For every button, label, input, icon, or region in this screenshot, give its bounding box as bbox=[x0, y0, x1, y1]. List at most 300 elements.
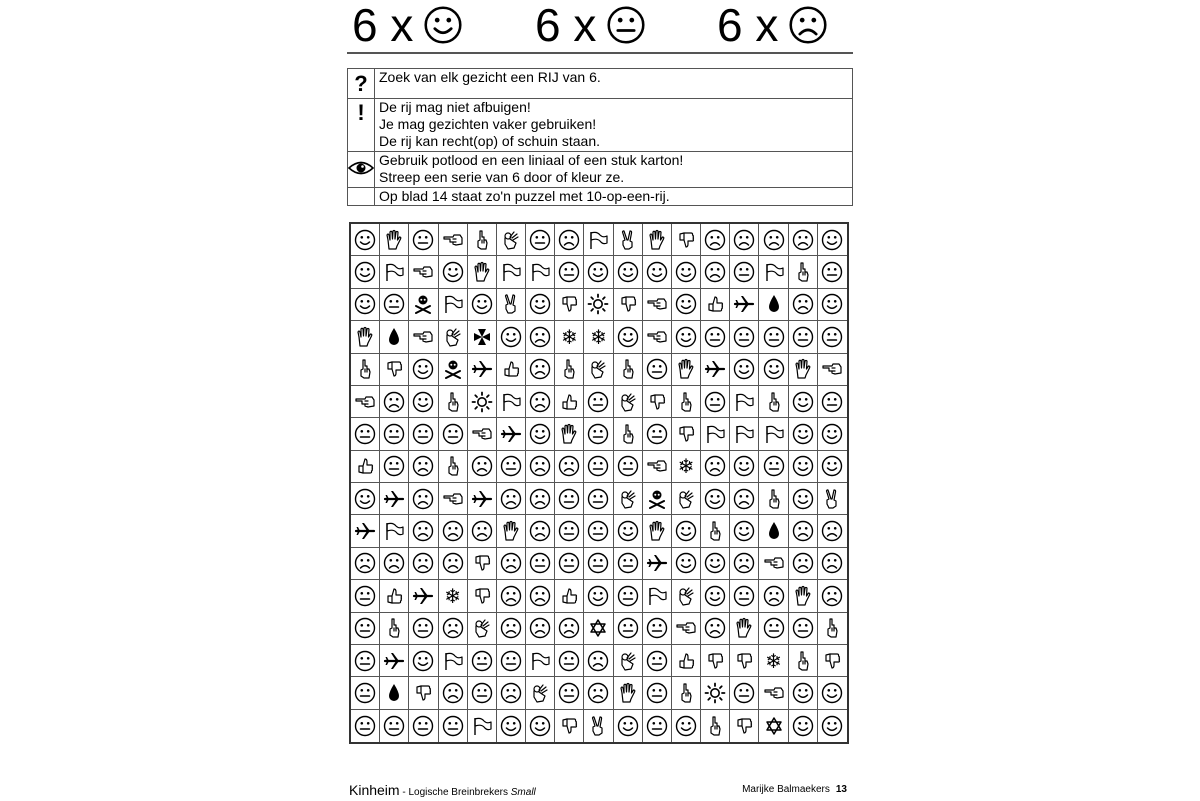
grid-cell[interactable] bbox=[380, 256, 409, 288]
grid-cell[interactable] bbox=[614, 224, 643, 256]
grid-cell[interactable] bbox=[497, 548, 526, 580]
grid-cell[interactable] bbox=[701, 613, 730, 645]
grid-cell[interactable] bbox=[497, 645, 526, 677]
grid-cell[interactable] bbox=[643, 613, 672, 645]
grid-cell[interactable] bbox=[818, 613, 847, 645]
grid-cell[interactable] bbox=[380, 386, 409, 418]
grid-cell[interactable] bbox=[409, 483, 438, 515]
grid-cell[interactable] bbox=[759, 580, 788, 612]
grid-cell[interactable] bbox=[818, 224, 847, 256]
grid-cell[interactable] bbox=[672, 580, 701, 612]
grid-cell[interactable] bbox=[730, 289, 759, 321]
grid-cell[interactable] bbox=[818, 515, 847, 547]
grid-cell[interactable] bbox=[672, 354, 701, 386]
question-icon: ? bbox=[348, 69, 375, 99]
happy-icon bbox=[675, 715, 697, 737]
grid-cell[interactable] bbox=[526, 451, 555, 483]
grid-cell[interactable] bbox=[789, 451, 818, 483]
grid-cell[interactable] bbox=[526, 289, 555, 321]
grid-cell[interactable] bbox=[380, 289, 409, 321]
grid-cell[interactable] bbox=[584, 224, 613, 256]
grid-cell[interactable] bbox=[351, 321, 380, 353]
grid-cell[interactable] bbox=[526, 645, 555, 677]
footer-author bbox=[742, 782, 847, 798]
grid-cell[interactable] bbox=[584, 645, 613, 677]
grid-cell[interactable] bbox=[789, 256, 818, 288]
grid-cell[interactable] bbox=[789, 418, 818, 450]
grid-cell[interactable] bbox=[409, 354, 438, 386]
grid-cell[interactable] bbox=[701, 289, 730, 321]
grid-cell[interactable] bbox=[468, 224, 497, 256]
grid-cell[interactable] bbox=[701, 677, 730, 709]
grid-cell[interactable] bbox=[439, 548, 468, 580]
grid-cell[interactable] bbox=[818, 677, 847, 709]
grid-cell[interactable] bbox=[730, 613, 759, 645]
grid-cell[interactable] bbox=[730, 386, 759, 418]
neutral-icon bbox=[646, 617, 668, 639]
grid-cell[interactable] bbox=[614, 515, 643, 547]
grid-cell[interactable] bbox=[759, 548, 788, 580]
grid-cell[interactable] bbox=[380, 515, 409, 547]
grid-cell[interactable] bbox=[818, 386, 847, 418]
grid-cell[interactable] bbox=[584, 677, 613, 709]
grid-cell[interactable] bbox=[555, 354, 584, 386]
grid-cell[interactable] bbox=[614, 710, 643, 742]
grid-cell[interactable] bbox=[409, 256, 438, 288]
grid-cell[interactable] bbox=[439, 289, 468, 321]
grid-cell[interactable] bbox=[526, 710, 555, 742]
neutral-icon bbox=[383, 293, 405, 315]
grid-cell[interactable] bbox=[614, 354, 643, 386]
grid-cell[interactable] bbox=[351, 710, 380, 742]
grid-cell[interactable] bbox=[730, 451, 759, 483]
grid-cell[interactable] bbox=[409, 321, 438, 353]
flag-icon bbox=[529, 650, 551, 672]
grid-cell[interactable] bbox=[439, 677, 468, 709]
grid-cell[interactable] bbox=[380, 677, 409, 709]
grid-cell[interactable] bbox=[351, 354, 380, 386]
grid-cell[interactable] bbox=[759, 483, 788, 515]
grid-cell[interactable] bbox=[555, 289, 584, 321]
grid-cell[interactable] bbox=[643, 580, 672, 612]
grid-cell[interactable] bbox=[468, 548, 497, 580]
instruction-line: De rij kan recht(op) of schuin staan. bbox=[379, 133, 600, 149]
grid-cell[interactable] bbox=[672, 321, 701, 353]
grid-cell[interactable] bbox=[759, 613, 788, 645]
sad-icon bbox=[821, 520, 843, 542]
grid-cell[interactable] bbox=[789, 645, 818, 677]
grid-cell[interactable] bbox=[789, 515, 818, 547]
flag-icon bbox=[704, 423, 726, 445]
grid-cell[interactable] bbox=[468, 613, 497, 645]
grid-cell[interactable] bbox=[439, 483, 468, 515]
grid-cell[interactable] bbox=[351, 580, 380, 612]
grid-cell[interactable] bbox=[409, 677, 438, 709]
grid-cell[interactable] bbox=[584, 548, 613, 580]
grid-cell[interactable] bbox=[789, 224, 818, 256]
grid-cell[interactable] bbox=[468, 451, 497, 483]
grid-cell[interactable] bbox=[701, 483, 730, 515]
grid-cell[interactable] bbox=[497, 451, 526, 483]
grid-cell[interactable] bbox=[730, 256, 759, 288]
grid-cell[interactable] bbox=[701, 418, 730, 450]
grid-cell[interactable] bbox=[818, 548, 847, 580]
grid-cell[interactable] bbox=[614, 580, 643, 612]
grid-cell[interactable] bbox=[614, 418, 643, 450]
grid-cell[interactable] bbox=[730, 321, 759, 353]
grid-cell[interactable] bbox=[730, 548, 759, 580]
grid-cell[interactable] bbox=[497, 710, 526, 742]
neutral-icon bbox=[471, 682, 493, 704]
grid-cell[interactable] bbox=[730, 418, 759, 450]
hand-open-icon bbox=[558, 423, 580, 445]
hand-ok-icon bbox=[500, 229, 522, 251]
grid-cell[interactable] bbox=[759, 289, 788, 321]
grid-cell[interactable] bbox=[672, 483, 701, 515]
grid-cell[interactable] bbox=[789, 289, 818, 321]
grid-cell[interactable] bbox=[701, 451, 730, 483]
grid-cell[interactable] bbox=[526, 548, 555, 580]
grid-cell[interactable] bbox=[468, 321, 497, 353]
grid-cell[interactable] bbox=[555, 613, 584, 645]
grid-cell[interactable] bbox=[789, 548, 818, 580]
grid-cell[interactable] bbox=[643, 354, 672, 386]
grid-cell[interactable] bbox=[468, 418, 497, 450]
grid-cell[interactable] bbox=[409, 289, 438, 321]
grid-cell[interactable] bbox=[380, 613, 409, 645]
grid-cell[interactable] bbox=[497, 515, 526, 547]
grid-cell[interactable] bbox=[351, 483, 380, 515]
grid-cell[interactable] bbox=[439, 645, 468, 677]
grid-cell[interactable] bbox=[701, 224, 730, 256]
grid-cell[interactable] bbox=[555, 451, 584, 483]
grid-cell[interactable] bbox=[555, 224, 584, 256]
grid-cell[interactable] bbox=[526, 613, 555, 645]
grid-cell[interactable] bbox=[409, 515, 438, 547]
grid-cell[interactable] bbox=[789, 613, 818, 645]
grid-cell[interactable] bbox=[468, 677, 497, 709]
grid-cell[interactable] bbox=[759, 256, 788, 288]
grid-cell[interactable] bbox=[526, 224, 555, 256]
grid-cell[interactable] bbox=[818, 289, 847, 321]
grid-cell[interactable] bbox=[409, 386, 438, 418]
grid-cell[interactable] bbox=[701, 256, 730, 288]
grid-cell[interactable] bbox=[789, 483, 818, 515]
grid-cell[interactable] bbox=[468, 515, 497, 547]
grid-cell[interactable] bbox=[439, 354, 468, 386]
grid-cell[interactable] bbox=[730, 645, 759, 677]
grid-cell[interactable] bbox=[526, 677, 555, 709]
grid-cell[interactable] bbox=[584, 515, 613, 547]
grid-cell[interactable] bbox=[584, 580, 613, 612]
grid-cell[interactable] bbox=[701, 354, 730, 386]
point-up-icon bbox=[675, 391, 697, 413]
grid-cell[interactable] bbox=[730, 677, 759, 709]
grid-cell[interactable] bbox=[614, 321, 643, 353]
grid-cell[interactable] bbox=[614, 645, 643, 677]
grid-cell[interactable] bbox=[409, 710, 438, 742]
grid-cell[interactable] bbox=[351, 451, 380, 483]
grid-cell[interactable] bbox=[789, 321, 818, 353]
grid-cell[interactable] bbox=[818, 710, 847, 742]
grid-cell[interactable] bbox=[701, 321, 730, 353]
grid-cell[interactable] bbox=[672, 224, 701, 256]
grid-cell[interactable] bbox=[526, 321, 555, 353]
grid-cell[interactable] bbox=[439, 710, 468, 742]
grid-cell[interactable] bbox=[380, 321, 409, 353]
grid-cell[interactable] bbox=[555, 677, 584, 709]
grid-cell[interactable] bbox=[584, 613, 613, 645]
grid-cell[interactable] bbox=[351, 677, 380, 709]
instruction-line: De rij mag niet afbuigen! bbox=[379, 99, 531, 115]
grid-cell[interactable] bbox=[701, 580, 730, 612]
grid-cell[interactable] bbox=[730, 483, 759, 515]
grid-cell[interactable] bbox=[439, 418, 468, 450]
grid-cell[interactable] bbox=[526, 354, 555, 386]
grid-cell[interactable] bbox=[380, 710, 409, 742]
grid-cell[interactable] bbox=[584, 321, 613, 353]
grid-cell[interactable] bbox=[526, 580, 555, 612]
happy-icon bbox=[675, 293, 697, 315]
grid-cell[interactable] bbox=[439, 515, 468, 547]
grid-cell[interactable] bbox=[409, 418, 438, 450]
grid-cell[interactable] bbox=[468, 289, 497, 321]
grid-cell[interactable] bbox=[439, 321, 468, 353]
grid-cell[interactable] bbox=[730, 354, 759, 386]
grid-cell[interactable] bbox=[409, 580, 438, 612]
grid-cell[interactable] bbox=[701, 386, 730, 418]
grid-cell[interactable] bbox=[555, 418, 584, 450]
grid-cell[interactable] bbox=[701, 548, 730, 580]
hand-open-icon bbox=[617, 682, 639, 704]
grid-cell[interactable] bbox=[439, 224, 468, 256]
grid-cell[interactable] bbox=[380, 354, 409, 386]
grid-cell[interactable] bbox=[818, 580, 847, 612]
grid-cell[interactable] bbox=[468, 256, 497, 288]
grid-cell[interactable] bbox=[643, 451, 672, 483]
grid-cell[interactable] bbox=[818, 645, 847, 677]
grid-cell[interactable] bbox=[789, 354, 818, 386]
grid-cell[interactable] bbox=[643, 645, 672, 677]
grid-cell[interactable] bbox=[730, 580, 759, 612]
grid-cell[interactable] bbox=[497, 289, 526, 321]
grid-cell[interactable] bbox=[409, 613, 438, 645]
grid-cell[interactable] bbox=[351, 613, 380, 645]
grid-cell[interactable] bbox=[497, 321, 526, 353]
grid-cell[interactable] bbox=[584, 483, 613, 515]
grid-cell[interactable] bbox=[497, 483, 526, 515]
grid-cell[interactable] bbox=[409, 224, 438, 256]
grid-cell[interactable] bbox=[730, 224, 759, 256]
grid-cell[interactable] bbox=[584, 710, 613, 742]
grid-cell[interactable] bbox=[526, 515, 555, 547]
grid-cell[interactable] bbox=[439, 386, 468, 418]
grid-cell[interactable] bbox=[468, 580, 497, 612]
grid-cell[interactable] bbox=[818, 418, 847, 450]
grid-cell[interactable] bbox=[584, 418, 613, 450]
grid-cell[interactable] bbox=[643, 515, 672, 547]
grid-cell[interactable] bbox=[555, 256, 584, 288]
grid-cell[interactable] bbox=[614, 256, 643, 288]
grid-cell[interactable] bbox=[555, 710, 584, 742]
grid-cell[interactable] bbox=[614, 289, 643, 321]
grid-cell[interactable] bbox=[497, 677, 526, 709]
grid-cell[interactable] bbox=[789, 386, 818, 418]
grid-cell[interactable] bbox=[380, 580, 409, 612]
grid-cell[interactable] bbox=[643, 483, 672, 515]
grid-cell[interactable] bbox=[351, 256, 380, 288]
sad-icon bbox=[529, 488, 551, 510]
grid-cell[interactable] bbox=[614, 548, 643, 580]
grid-cell[interactable] bbox=[672, 418, 701, 450]
grid-cell[interactable] bbox=[584, 354, 613, 386]
grid-cell[interactable] bbox=[643, 224, 672, 256]
grid-cell[interactable] bbox=[614, 613, 643, 645]
grid-cell[interactable] bbox=[759, 710, 788, 742]
grid-cell[interactable] bbox=[759, 386, 788, 418]
grid-cell[interactable] bbox=[643, 289, 672, 321]
grid-cell[interactable] bbox=[409, 548, 438, 580]
grid-cell[interactable] bbox=[555, 386, 584, 418]
grid-cell[interactable] bbox=[380, 645, 409, 677]
grid-cell[interactable] bbox=[701, 645, 730, 677]
grid-cell[interactable] bbox=[555, 548, 584, 580]
grid-cell[interactable] bbox=[380, 548, 409, 580]
grid-cell[interactable] bbox=[555, 483, 584, 515]
grid-cell[interactable] bbox=[643, 256, 672, 288]
grid-cell[interactable] bbox=[351, 418, 380, 450]
grid-cell[interactable] bbox=[759, 451, 788, 483]
grid-cell[interactable] bbox=[643, 321, 672, 353]
grid-cell[interactable] bbox=[643, 677, 672, 709]
grid-cell[interactable] bbox=[789, 710, 818, 742]
grid-cell[interactable] bbox=[789, 580, 818, 612]
grid-cell[interactable] bbox=[643, 710, 672, 742]
grid-cell[interactable] bbox=[643, 418, 672, 450]
grid-cell[interactable] bbox=[759, 354, 788, 386]
grid-cell[interactable] bbox=[497, 613, 526, 645]
thumb-up-icon bbox=[558, 391, 580, 413]
grid-cell[interactable] bbox=[759, 677, 788, 709]
grid-cell[interactable] bbox=[672, 613, 701, 645]
grid-cell[interactable] bbox=[730, 515, 759, 547]
grid-cell[interactable] bbox=[439, 613, 468, 645]
neutral-icon bbox=[646, 715, 668, 737]
grid-cell[interactable] bbox=[380, 483, 409, 515]
grid-cell[interactable] bbox=[526, 418, 555, 450]
grid-cell[interactable] bbox=[643, 386, 672, 418]
grid-cell[interactable] bbox=[818, 354, 847, 386]
grid-cell[interactable] bbox=[351, 224, 380, 256]
grid-cell[interactable] bbox=[672, 451, 701, 483]
grid-cell[interactable] bbox=[730, 710, 759, 742]
grid-cell[interactable] bbox=[468, 710, 497, 742]
grid-cell[interactable] bbox=[614, 386, 643, 418]
grid-cell[interactable] bbox=[439, 580, 468, 612]
grid-cell[interactable] bbox=[643, 548, 672, 580]
grid-cell[interactable] bbox=[818, 451, 847, 483]
grid-cell[interactable] bbox=[584, 256, 613, 288]
grid-cell[interactable] bbox=[789, 677, 818, 709]
grid-cell[interactable] bbox=[672, 515, 701, 547]
grid-cell[interactable] bbox=[468, 483, 497, 515]
grid-cell[interactable] bbox=[468, 386, 497, 418]
grid-cell[interactable] bbox=[497, 386, 526, 418]
grid-cell[interactable] bbox=[526, 256, 555, 288]
grid-cell[interactable] bbox=[614, 483, 643, 515]
grid-cell[interactable] bbox=[759, 645, 788, 677]
grid-cell[interactable] bbox=[672, 386, 701, 418]
grid-cell[interactable] bbox=[351, 289, 380, 321]
grid-cell[interactable] bbox=[555, 515, 584, 547]
grid-cell[interactable] bbox=[584, 386, 613, 418]
grid-cell[interactable] bbox=[497, 418, 526, 450]
grid-cell[interactable] bbox=[409, 451, 438, 483]
grid-cell[interactable] bbox=[672, 677, 701, 709]
grid-cell[interactable] bbox=[672, 548, 701, 580]
sad-face-icon bbox=[788, 5, 828, 45]
sad-icon bbox=[442, 682, 464, 704]
thumb-down-icon bbox=[412, 682, 434, 704]
grid-cell[interactable] bbox=[555, 321, 584, 353]
grid-cell[interactable] bbox=[672, 256, 701, 288]
grid-cell[interactable] bbox=[614, 451, 643, 483]
grid-cell[interactable] bbox=[351, 515, 380, 547]
grid-cell[interactable] bbox=[672, 289, 701, 321]
grid-cell[interactable] bbox=[497, 256, 526, 288]
grid-cell[interactable] bbox=[759, 224, 788, 256]
grid-cell[interactable] bbox=[409, 645, 438, 677]
grid-cell[interactable] bbox=[380, 418, 409, 450]
grid-cell[interactable] bbox=[439, 451, 468, 483]
grid-cell[interactable] bbox=[468, 354, 497, 386]
grid-cell[interactable] bbox=[526, 386, 555, 418]
grid-cell[interactable] bbox=[497, 580, 526, 612]
flag-icon bbox=[500, 261, 522, 283]
grid-cell[interactable] bbox=[351, 645, 380, 677]
grid-cell[interactable] bbox=[818, 321, 847, 353]
grid-cell[interactable] bbox=[614, 677, 643, 709]
grid-cell[interactable] bbox=[380, 451, 409, 483]
grid-cell[interactable] bbox=[701, 515, 730, 547]
grid-cell[interactable] bbox=[439, 256, 468, 288]
hand-open-icon bbox=[383, 229, 405, 251]
grid-cell[interactable] bbox=[497, 354, 526, 386]
grid-cell[interactable] bbox=[555, 645, 584, 677]
grid-cell[interactable] bbox=[759, 418, 788, 450]
grid-cell[interactable] bbox=[468, 645, 497, 677]
grid-cell[interactable] bbox=[351, 386, 380, 418]
grid-cell[interactable] bbox=[818, 256, 847, 288]
neutral-icon bbox=[558, 261, 580, 283]
grid-cell[interactable] bbox=[584, 289, 613, 321]
grid-cell[interactable] bbox=[351, 548, 380, 580]
grid-cell[interactable] bbox=[584, 451, 613, 483]
grid-cell[interactable] bbox=[380, 224, 409, 256]
grid-cell[interactable] bbox=[497, 224, 526, 256]
grid-cell[interactable] bbox=[701, 710, 730, 742]
grid-cell[interactable] bbox=[759, 321, 788, 353]
neutral-icon bbox=[354, 423, 376, 445]
grid-cell[interactable] bbox=[759, 515, 788, 547]
grid-cell[interactable] bbox=[818, 483, 847, 515]
point-up-icon bbox=[763, 391, 785, 413]
grid-cell[interactable] bbox=[555, 580, 584, 612]
grid-cell[interactable] bbox=[526, 483, 555, 515]
grid-cell[interactable] bbox=[672, 645, 701, 677]
grid-cell[interactable] bbox=[672, 710, 701, 742]
sad-icon bbox=[442, 617, 464, 639]
